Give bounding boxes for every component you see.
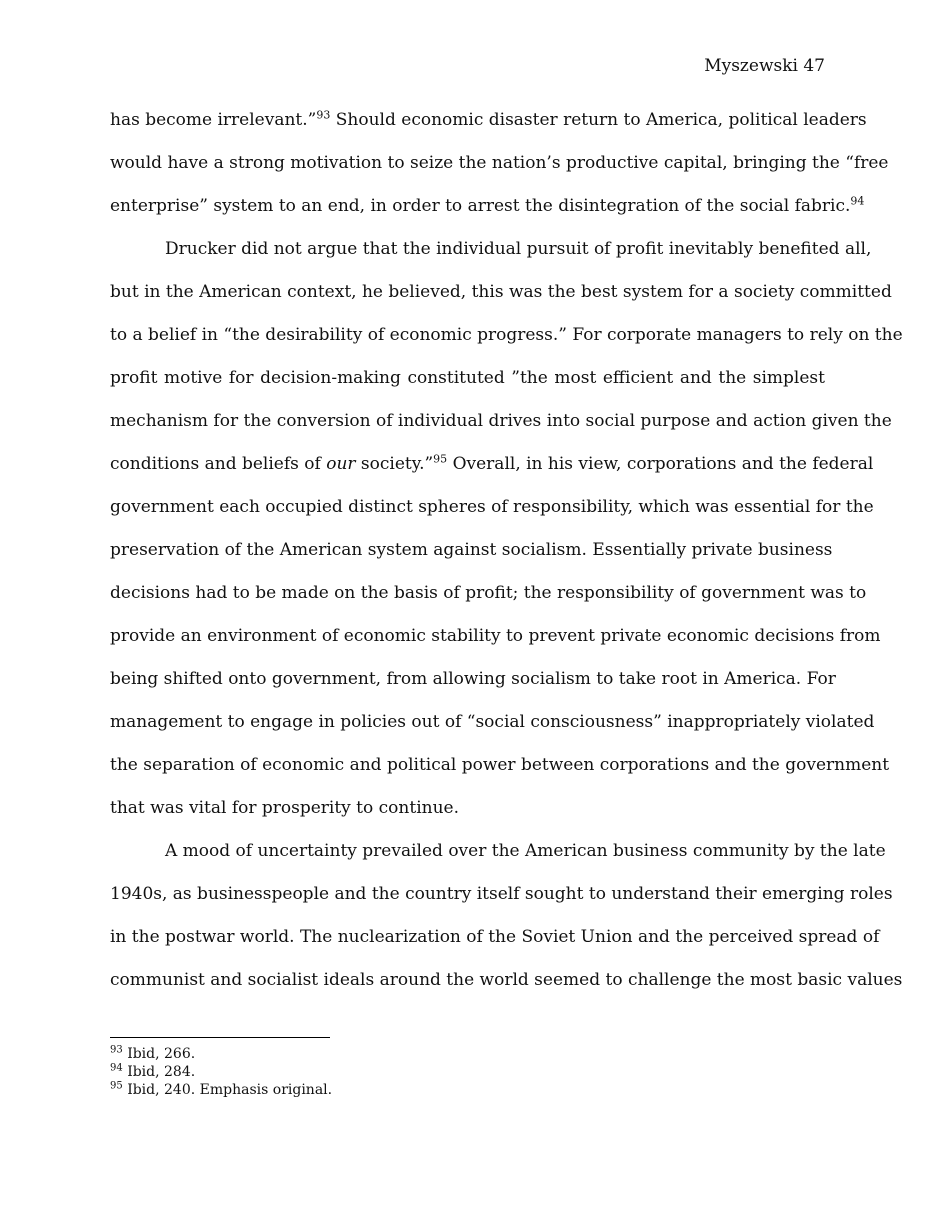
footnote bbox=[110, 1082, 332, 1098]
body-line: would have a strong motivation to seize the nation’s productive capital, bringing the “free bbox=[110, 153, 889, 173]
footnote-ref: 93 bbox=[316, 108, 331, 122]
body-line: being shifted onto government, from allowing socialism to take root in America. For bbox=[110, 669, 836, 689]
footnote-ref: 95 bbox=[433, 452, 448, 466]
footnote-text: Ibid, 284. bbox=[127, 1064, 196, 1080]
body-line: but in the American context, he believed, this was the best system for a society committed bbox=[110, 282, 892, 302]
footnote bbox=[110, 1064, 195, 1080]
body-line: preservation of the American system against socialism. Essentially private business bbox=[110, 540, 833, 560]
body-line: the separation of economic and political power between corporations and the government bbox=[110, 755, 890, 775]
footnote-ref: 94 bbox=[850, 194, 865, 208]
body-line: government each occupied distinct spheres of responsibility, which was essential for the bbox=[110, 497, 874, 517]
body-line: enterprise” system to an end, in order to arrest the disintegration of the social fabric.$^{94}$ bbox=[110, 194, 865, 216]
body-line: management to engage in policies out of “social consciousness” inappropriately violated bbox=[110, 712, 875, 732]
body-line: mechanism for the conversion of individual drives into social purpose and action given the bbox=[110, 411, 892, 431]
body-line: 1940s, as businesspeople and the country itself sought to understand their emerging roles bbox=[110, 884, 893, 904]
footnote bbox=[110, 1046, 195, 1062]
footnote-text: Ibid, 240. Emphasis original. bbox=[127, 1082, 333, 1098]
body-line: decisions had to be made on the basis of profit; the responsibility of government was to bbox=[110, 583, 867, 603]
body-line-indented: A mood of uncertainty prevailed over the American business community by the late bbox=[165, 841, 886, 861]
running-header: Myszewski 47 bbox=[704, 56, 825, 76]
body-line: provide an environment of economic stability to prevent private economic decisions from bbox=[110, 626, 881, 646]
footnote-separator bbox=[110, 1037, 330, 1038]
body-line: profit motive for decision-making constituted ”the most efficient and the simplest bbox=[110, 368, 825, 388]
footnote-number: 93 bbox=[110, 1044, 123, 1056]
body-line: communist and socialist ideals around the world seemed to challenge the most basic values bbox=[110, 970, 903, 990]
footnote-text: Ibid, 266. bbox=[127, 1046, 196, 1062]
body-line: that was vital for prosperity to continue. bbox=[110, 798, 459, 818]
footnote-number: 94 bbox=[110, 1062, 123, 1074]
body-line: in the postwar world. The nuclearization of the Soviet Union and the perceived spread of bbox=[110, 927, 880, 947]
emphasis: our bbox=[326, 454, 356, 474]
body-line: to a belief in “the desirability of economic progress.” For corporate managers to rely on the bbox=[110, 325, 903, 345]
body-line-indented: Drucker did not argue that the individual pursuit of profit inevitably benefited all, bbox=[165, 239, 872, 259]
body-line: has become irrelevant.”$^{93}$ Should economic disaster return to America, political leaders bbox=[110, 108, 867, 130]
footnote-number: 95 bbox=[110, 1080, 123, 1092]
body-line: conditions and beliefs of our society.”$^{95}$ Overall, in his view, corporations and the federal bbox=[110, 452, 874, 474]
